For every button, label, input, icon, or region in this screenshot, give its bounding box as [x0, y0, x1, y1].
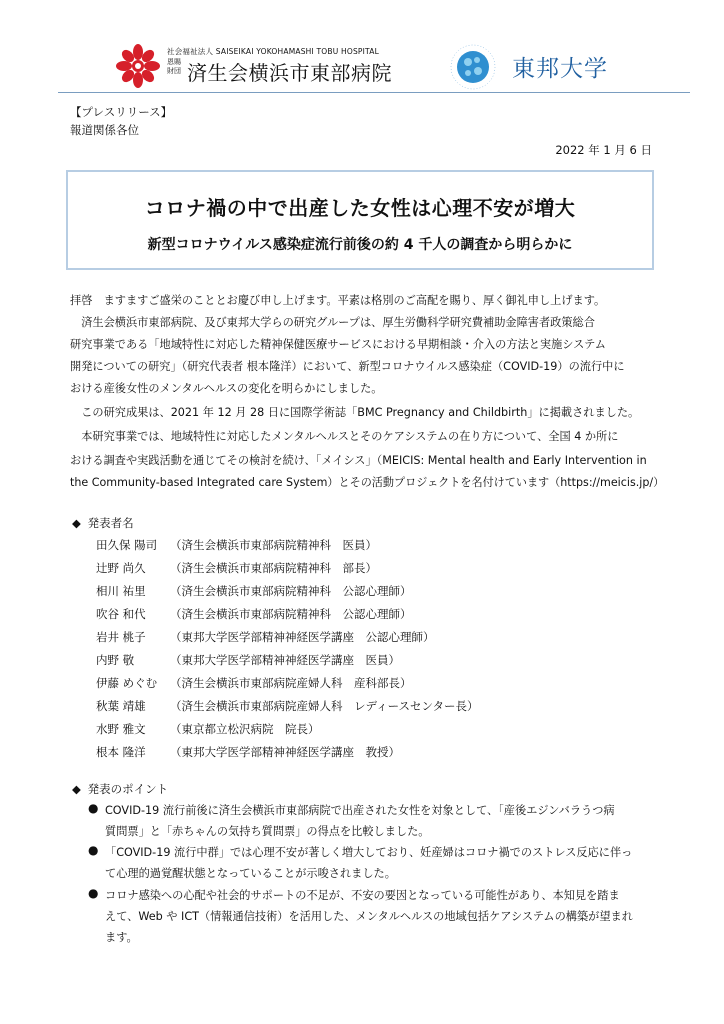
title-box: [66, 170, 654, 270]
presenter-affiliation: （済生会横浜市東部病院精神科 公認心理師）: [170, 584, 412, 598]
diamond-icon: ◆: [72, 782, 81, 796]
bullet-icon: ●: [88, 843, 99, 857]
body-line: 済生会横浜市東部病院、及び東邦大学らの研究グループは、厚生労働科学研究費補助金障害者政策総合: [70, 316, 595, 329]
body-line: 開発についての研究」（研究代表者 根本隆洋）において、新型コロナウイルス感染症（COVID-19）の流行中に: [70, 360, 625, 373]
letterhead: [0, 0, 724, 96]
page-subtitle: 新型コロナウイルス感染症流行前後の約 4 千人の調査から明らかに: [147, 237, 573, 253]
body-line: 本研究事業では、地域特性に対応したメンタルヘルスとそのケアシステムの在り方について、全国 4 か所に: [70, 430, 619, 443]
presenter-name: 水野 雅文: [96, 722, 146, 736]
point-line: COVID-19 流行前後に済生会横浜市東部病院で出産された女性を対象として、「産後エジンバラうつ病: [105, 804, 615, 817]
presenter-affiliation: （済生会横浜市東部病院産婦人科 産科部長）: [170, 676, 412, 690]
body-line: 研究事業である「地域特性に対応した精神保健医療サービスにおける早期相談・介入の方法と実施システム: [70, 338, 606, 351]
point-line: 質問票」と「赤ちゃんの気持ち質問票」の得点を比較しました。: [105, 825, 430, 838]
bullet-icon: ●: [88, 801, 99, 815]
diamond-icon: ◆: [72, 516, 81, 530]
page-title: コロナ禍の中で出産した女性は心理不安が増大: [144, 196, 576, 220]
body-line: おける調査や実践活動を通じてその検討を続け、「メイシス」（MEICIS: Mental health and Early Intervention in: [70, 454, 647, 467]
points-heading: [72, 781, 168, 797]
university-name: 東邦大学: [512, 56, 608, 82]
point-line: ます。: [105, 931, 138, 944]
toho-university-logo-icon: [444, 38, 502, 96]
presenter-affiliation: （済生会横浜市東部病院精神科 部長）: [170, 561, 377, 575]
hospital-english-name: 社会福祉法人 SAISEIKAI YOKOHAMASHI TOBU HOSPITAL: [167, 47, 379, 56]
presenter-affiliation: （済生会横浜市東部病院精神科 公認心理師）: [170, 607, 412, 621]
point-line: て心理的過覚醒状態となっていることが示唆されました。: [105, 867, 396, 880]
presenter-name: 岩井 桃子: [96, 630, 146, 644]
body-line: この研究成果は、2021 年 12 月 28 日に国際学術誌「BMC Pregnancy and Childbirth」に掲載されました。: [70, 406, 640, 419]
presenters-heading: [72, 515, 134, 531]
hospital-name: 済生会横浜市東部病院: [187, 61, 392, 85]
hospital-org-label: 恩賜財団: [167, 58, 181, 75]
header-rule: [58, 92, 690, 93]
points-heading-text: 発表のポイント: [87, 782, 169, 796]
presenter-name: 伊藤 めぐむ: [96, 676, 158, 690]
recipients: 報道関係各位: [70, 123, 139, 137]
presenter-affiliation: （東京都立松沢病院 院長）: [170, 722, 320, 736]
presenter-affiliation: （東邦大学医学部精神神経医学講座 医員）: [170, 653, 400, 667]
presenter-name: 田久保 陽司: [96, 538, 158, 552]
point-line: 「COVID-19 流行中群」では心理不安が著しく増大しており、妊産婦はコロナ禍でのストレス反応に伴っ: [105, 846, 633, 859]
bullet-icon: ●: [88, 886, 99, 900]
presenter-affiliation: （済生会横浜市東部病院産婦人科 レディースセンター長）: [170, 699, 479, 713]
body-line: the Community-based Integrated care System）とその活動プロジェクトを名付けています（https://meicis.jp/）: [70, 476, 665, 489]
saiseikai-logo-icon: [116, 44, 160, 88]
release-date: 2022 年 1 月 6 日: [555, 143, 652, 157]
press-release-label: 【プレスリリース】: [70, 105, 173, 119]
presenter-affiliation: （東邦大学医学部精神神経医学講座 公認心理師）: [170, 630, 435, 644]
presenter-affiliation: （済生会横浜市東部病院精神科 医員）: [170, 538, 377, 552]
point-line: コロナ感染への心配や社会的サポートの不足が、不安の要因となっている可能性があり、本知見を踏ま: [105, 889, 620, 902]
presenter-affiliation: （東邦大学医学部精神神経医学講座 教授）: [170, 745, 400, 759]
presenter-name: 辻野 尚久: [96, 561, 146, 575]
presenter-name: 根本 隆洋: [96, 745, 146, 759]
presenter-name: 相川 祐里: [96, 584, 146, 598]
presenter-name: 吹谷 和代: [96, 607, 146, 621]
presenters-heading-text: 発表者名: [87, 516, 134, 530]
body-line: おける産後女性のメンタルヘルスの変化を明らかにしました。: [70, 382, 383, 395]
body-line: 拝啓 ますますご盛栄のこととお慶び申し上げます。平素は格別のご高配を賜り、厚く御礼申し上げます。: [70, 294, 606, 307]
presenter-name: 内野 敬: [96, 653, 135, 667]
point-line: えて、Web や ICT（情報通信技術）を活用した、メンタルヘルスの地域包括ケアシステムの構築が望まれ: [105, 910, 633, 923]
presenter-name: 秋葉 靖雄: [96, 699, 146, 713]
